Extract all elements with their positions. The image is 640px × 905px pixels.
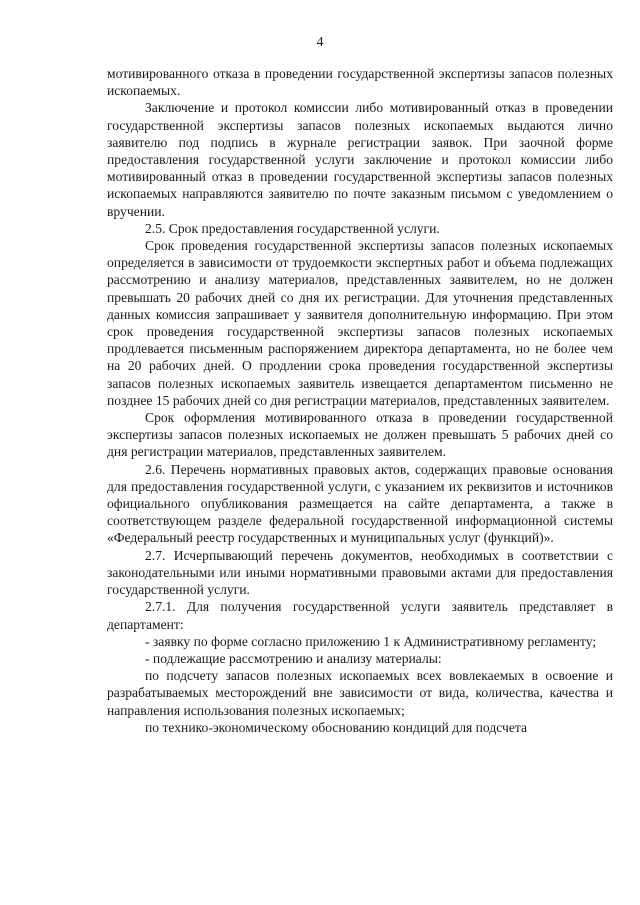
list-subitem-feasibility: по технико-экономическому обоснованию кондиций для подсчета: [145, 719, 528, 735]
paragraph-refusal-end: мотивированного отказа в проведении государственной экспертизы запасов полезных ископаемых.: [107, 66, 613, 99]
section-heading-2-5: 2.5. Срок предоставления государственной услуги.: [145, 220, 440, 236]
paragraph-2-6-legal-acts: 2.6. Перечень нормативных правовых актов, содержащих правовые основания для предоставления государственной услуги, с указанием их реквизитов и источников официального опубликования размещается на сайте департамента, а также в соответствующем разделе федеральной государственной информационной системы «Федеральный реестр государственных и муниципальных услуг (функций)».: [107, 461, 613, 546]
list-subitem-reserves-calculation: по подсчету запасов полезных ископаемых всех вовлекаемых в освоение и разрабатываемых месторождений вне зависимости от вида, количества, качества и направления использования полезных ископаемых;: [107, 668, 613, 718]
list-item-application: - заявку по форме согласно приложению 1 к Административному регламенту;: [145, 633, 597, 649]
document-body: [107, 65, 613, 736]
page-number: 4: [316, 35, 324, 50]
list-item-materials: - подлежащие рассмотрению и анализу материалы:: [145, 650, 442, 666]
paragraph-expertise-term: Срок проведения государственной экспертизы запасов полезных ископаемых определяется в зависимости от трудоемкости экспертных работ и объема подлежащих рассмотрению и анализу материалов, представленных заявителем, но не должен превышать 20 рабочих дней со дня их регистрации. Для уточнения представленных данных комиссия запрашивает у заявителя дополнительную информацию. При этом срок проведения государственной экспертизы запасов полезных ископаемых продлевается письменным распоряжением директора департамента, но не более чем на 20 рабочих дней. О продлении срока проведения государственной экспертизы запасов полезных ископаемых заявитель извещается департаментом письменно не позднее 15 рабочих дней со дня регистрации материалов, представленных заявителем.: [107, 238, 613, 408]
paragraph-refusal-term: Срок оформления мотивированного отказа в проведении государственной экспертизы запасов полезных ископаемых не должен превышать 5 рабочих дней со дня регистрации материалов, представленных заявителем.: [107, 410, 613, 460]
paragraph-conclusion-delivery: Заключение и протокол комиссии либо мотивированный отказ в проведении государственной экспертизы запасов полезных ископаемых выдаются лично заявителю под подпись в журнале регистрации заявок. При заочной форме предоставления государственной услуги заключение и протокол комиссии либо мотивированный отказ в проведении государственной экспертизы запасов полезных ископаемых направляются заявителю по почте заказным письмом с уведомлением о вручении.: [107, 100, 613, 219]
paragraph-2-7-1: 2.7.1. Для получения государственной услуги заявитель представляет в департамент:: [107, 599, 613, 632]
paragraph-2-7-documents: 2.7. Исчерпывающий перечень документов, необходимых в соответствии с законодательными или иными нормативными правовыми актами для предоставления государственной услуги.: [107, 547, 613, 598]
